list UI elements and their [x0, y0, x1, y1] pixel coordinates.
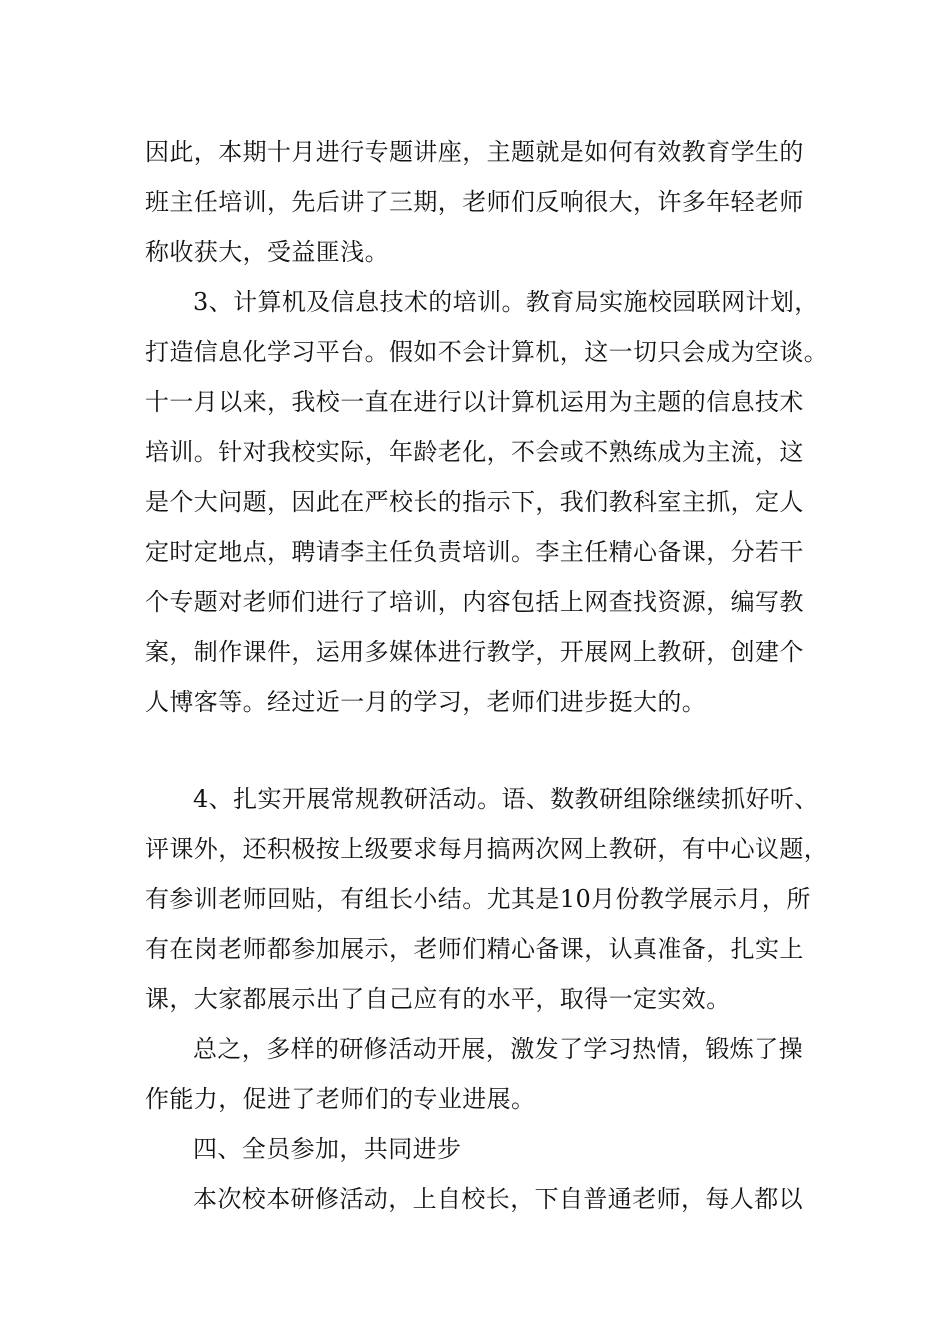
paragraph-line: 称收获大，受益匪浅。	[145, 238, 389, 266]
paragraph-line: 定时定地点，聘请李主任负责培训。李主任精心备课，分若干	[145, 538, 804, 566]
paragraph-line: 因此，本期十月进行专题讲座，主题就是如何有效教育学生的	[145, 138, 804, 166]
paragraph-line: 作能力，促进了老师们的专业进展。	[145, 1085, 536, 1113]
paragraph-line: 课，大家都展示出了自己应有的水平，取得一定实效。	[145, 985, 731, 1013]
paragraph-line: 案，制作课件，运用多媒体进行教学，开展网上教研，创建个	[145, 638, 804, 666]
paragraph-line: 4、扎实开展常规教研活动。语、数教研组除继续抓好听、	[193, 785, 819, 813]
paragraph-line: 个专题对老师们进行了培训，内容包括上网查找资源，编写教	[145, 588, 804, 616]
paragraph-line: 培训。针对我校实际，年龄老化，不会或不熟练成为主流，这	[145, 438, 804, 466]
paragraph-line: 本次校本研修活动，上自校长，下自普通老师，每人都以	[193, 1185, 803, 1213]
section-heading: 四、全员参加，共同进步	[193, 1135, 462, 1163]
paragraph-line: 评课外，还积极按上级要求每月搞两次网上教研，有中心议题，	[145, 835, 829, 863]
paragraph-line: 有参训老师回贴，有组长小结。尤其是10月份教学展示月，所	[145, 885, 811, 913]
paragraph-line: 打造信息化学习平台。假如不会计算机，这一切只会成为空谈。	[145, 338, 829, 366]
paragraph-line: 班主任培训，先后讲了三期，老师们反响很大，许多年轻老师	[145, 188, 804, 216]
paragraph-line: 十一月以来，我校一直在进行以计算机运用为主题的信息技术	[145, 388, 804, 416]
paragraph-line: 人博客等。经过近一月的学习，老师们进步挺大的。	[145, 688, 707, 716]
paragraph-line: 3、计算机及信息技术的培训。教育局实施校园联网计划，	[193, 288, 819, 316]
paragraph-line: 是个大问题，因此在严校长的指示下，我们教科室主抓，定人	[145, 488, 804, 516]
paragraph-line: 总之，多样的研修活动开展，激发了学习热情，锻炼了操	[193, 1035, 803, 1063]
paragraph-line: 有在岗老师都参加展示，老师们精心备课，认真准备，扎实上	[145, 935, 804, 963]
